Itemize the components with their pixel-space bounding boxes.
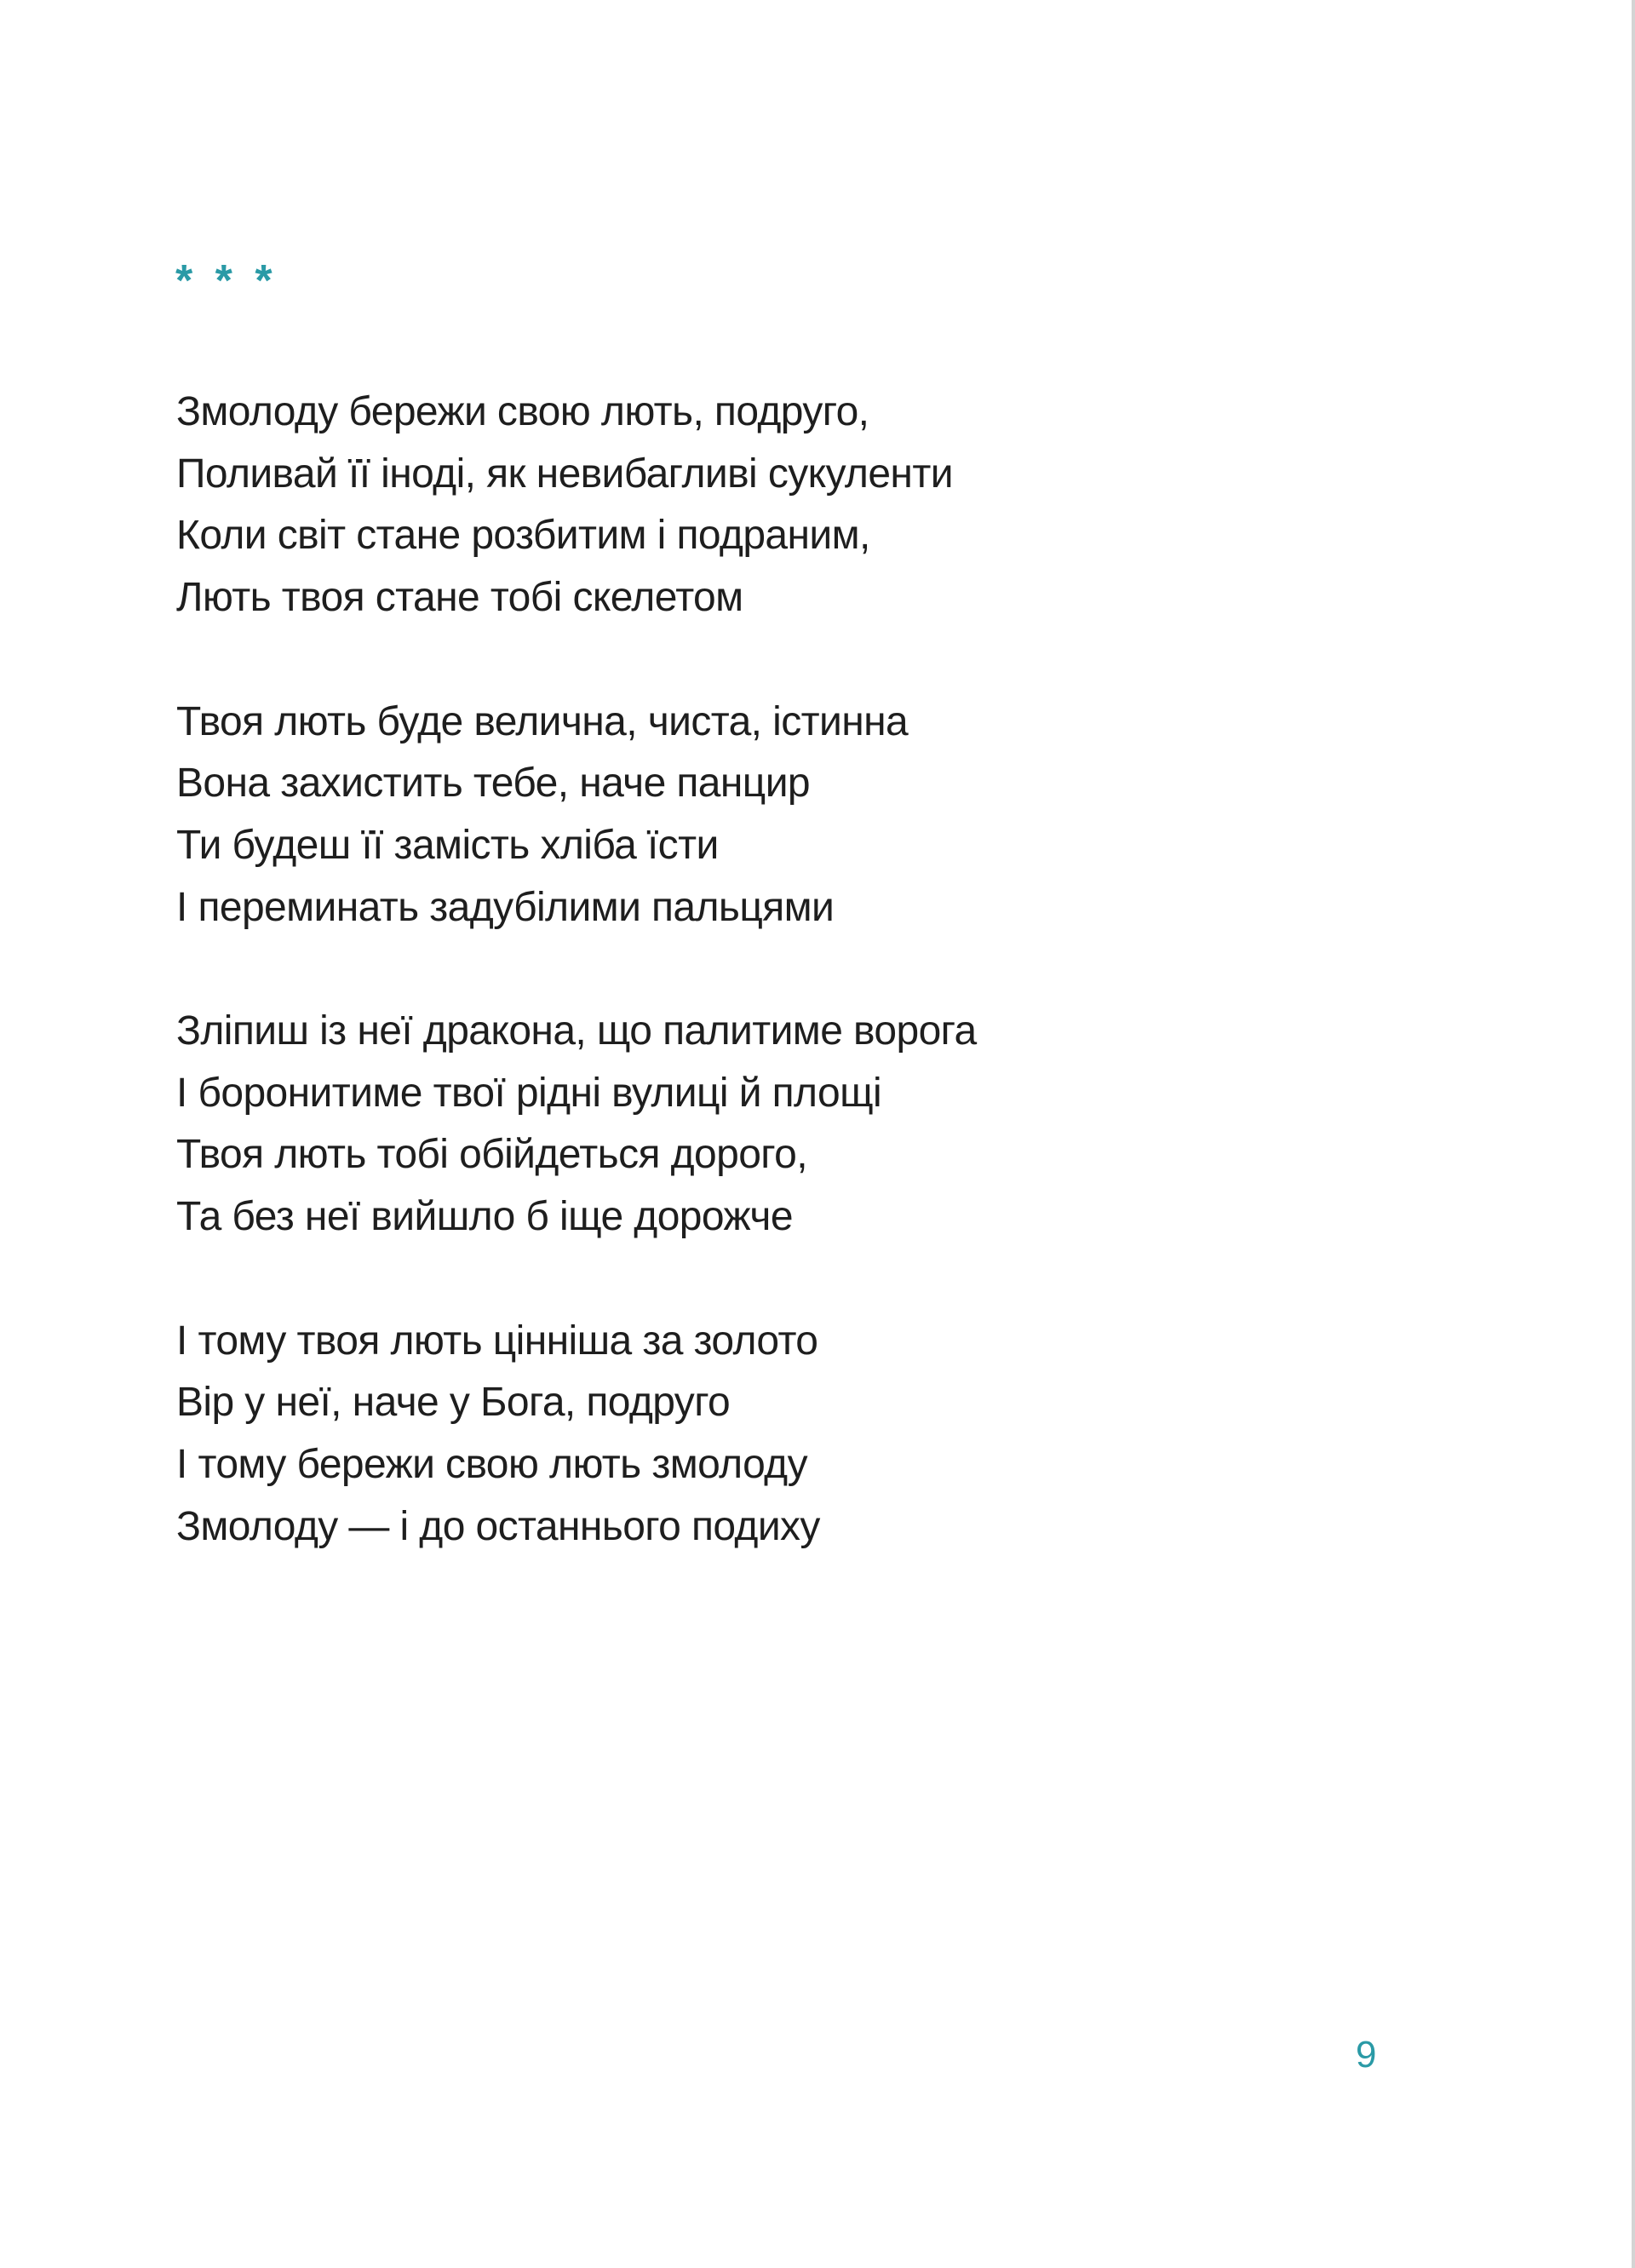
poem-line: Вір у неї, наче у Бога, подруго: [176, 1380, 731, 1426]
poem-line: Змолоду — і до останнього подиху: [176, 1503, 820, 1549]
stanza-4: [176, 1311, 977, 1559]
poem-line: І боронитиме твої рідні вулиці й площі: [176, 1070, 882, 1116]
poem-line: Поливай її іноді, як невибагливі сукуленти: [176, 451, 953, 497]
section-ornament: * * *: [175, 256, 278, 306]
poem-line: Зліпиш із неї дракона, що палитиме ворога: [176, 1008, 977, 1054]
poem-line: Вона захистить тебе, наче панцир: [176, 761, 810, 807]
poem-line: І тому бережи свою лють змолоду: [176, 1441, 807, 1487]
stanza-1: [176, 382, 977, 629]
poem-line: І тому твоя лють цінніша за золото: [176, 1318, 818, 1364]
poem: [176, 382, 977, 1620]
poem-line: Змолоду бережи свою лють, подруго,: [176, 389, 869, 434]
poem-line: Твоя лють буде велична, чиста, істинна: [176, 698, 909, 744]
stanza-3: [176, 1001, 977, 1249]
poem-line: І перeминать задубілими пальцями: [176, 884, 835, 930]
page-number: 9: [1356, 2034, 1377, 2076]
poem-line: Ти будеш її замість хліба їсти: [176, 822, 719, 868]
page-edge: [1632, 0, 1635, 2268]
poem-line: Твоя лють тобі обійдеться дорого,: [176, 1132, 807, 1178]
poem-line: Та без неї вийшло б іще дорожче: [176, 1194, 793, 1240]
poem-line: Коли світ стане розбитим і подраним,: [176, 513, 870, 559]
poem-line: Лють твоя стане тобі скелетом: [176, 575, 743, 621]
stanza-2: [176, 692, 977, 939]
